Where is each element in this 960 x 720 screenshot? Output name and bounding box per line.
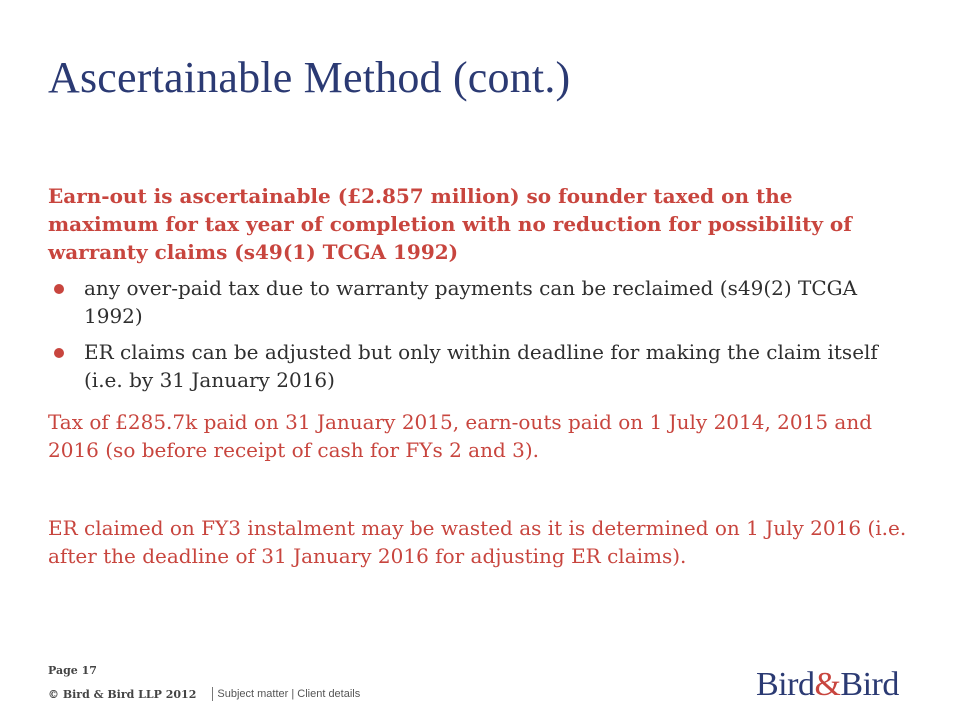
bullet-item: [48, 274, 908, 330]
footer-row: [48, 687, 360, 701]
bird-and-bird-logo: [756, 666, 899, 704]
tax-paragraph: Tax of £285.7k paid on 31 January 2015, earn-outs paid on 1 July 2014, 2015 and 2016 (so before receipt of cash for FYs 2 and 3).: [48, 410, 873, 462]
bullet-list: [48, 274, 908, 394]
bullet-text: any over-paid tax due to warranty payments can be reclaimed (s49(2) TCGA 1992): [84, 276, 858, 328]
footer: [48, 664, 360, 701]
footer-divider: [212, 687, 213, 701]
subject-details: Subject matter | Client details: [217, 688, 361, 700]
er-paragraph: ER claimed on FY3 instalment may be wasted as it is determined on 1 July 2016 (i.e. after the deadline of 31 January 2016 for adjusting ER claims).: [48, 516, 907, 568]
copyright: © Bird & Bird LLP 2012: [48, 687, 197, 701]
logo-ampersand: &: [814, 666, 841, 703]
logo-word-1: Bird: [756, 666, 815, 703]
bullet-item: [48, 338, 908, 394]
bullet-dot-icon: [54, 284, 64, 294]
slide-title: Ascertainable Method (cont.): [48, 53, 571, 102]
page-number: Page 17: [48, 664, 97, 677]
logo-word-2: Bird: [840, 666, 899, 703]
intro-bold-paragraph: Earn-out is ascertainable (£2.857 million) so founder taxed on the maximum for tax year of completion with no reduction for possibility of warranty claims (s49(1) TCGA 1992): [48, 184, 852, 264]
slide-content: [48, 182, 908, 570]
bullet-dot-icon: [54, 348, 64, 358]
bullet-text: ER claims can be adjusted but only within deadline for making the claim itself (i.e. by 31 January 2016): [84, 340, 878, 392]
